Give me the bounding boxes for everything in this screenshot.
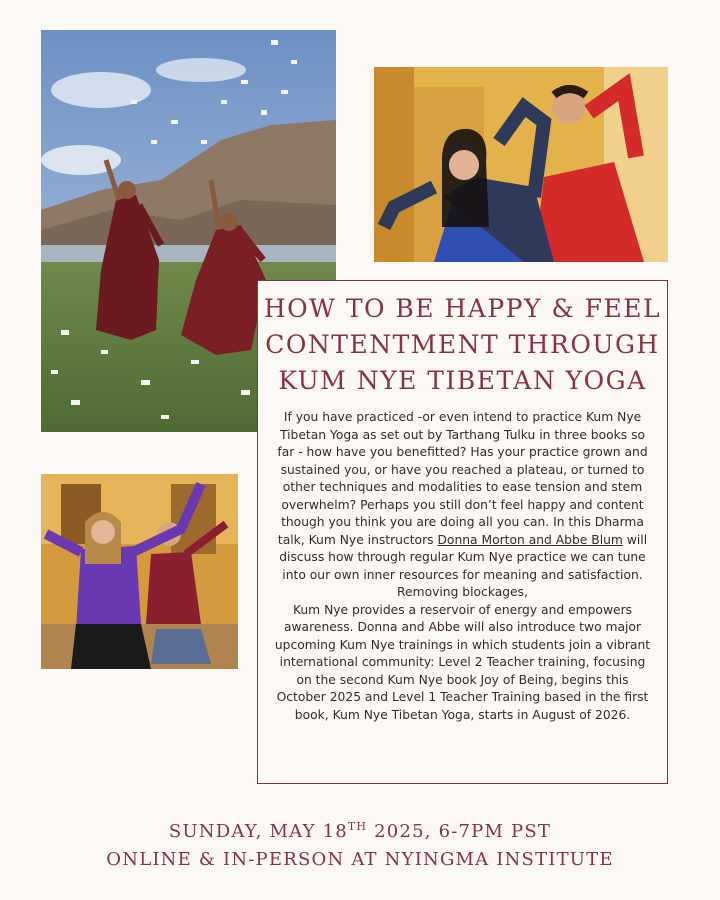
event-info-card	[257, 280, 668, 784]
instructors-link[interactable]: Donna Morton and Abbe Blum	[437, 532, 623, 547]
event-date-suffix: 2025, 6-7PM PST	[367, 821, 552, 842]
event-date-ordinal: TH	[347, 820, 368, 833]
event-date-time	[0, 820, 720, 842]
title-line-2: CONTENTMENT THROUGH	[265, 330, 660, 359]
event-date-prefix: SUNDAY, MAY 18	[168, 821, 348, 842]
event-title	[258, 291, 667, 399]
description-part-2: will discuss how through regular Kum Nye practice we can tune into our own inner resources for meaning and satisfaction. Removing blockages,	[279, 532, 648, 599]
title-line-1: HOW TO BE HAPPY & FEEL	[263, 294, 662, 323]
description-part-1: If you have practiced -or even intend to practice Kum Nye Tibetan Yoga as set out by Tarthang Tulku in three books so far - how have you benefitted? Has your practice grown and sustained you, or have you reached a plateau, or turned to other techniques and modalities to ease tension and stem overwhelm? Perhaps you still don’t feel happy and content though you think you are doing all you can. In this Dharma talk, Kum Nye instructors	[277, 410, 648, 547]
event-location: ONLINE & IN-PERSON AT NYINGMA INSTITUTE	[106, 849, 614, 870]
title-line-3: KUM NYE TIBETAN YOGA	[278, 366, 647, 395]
description-part-3: Kum Nye provides a reservoir of energy and empowers awareness. Donna and Abbe will also introduce two major upcoming Kum Nye trainings in which students join a vibrant international community: Level 2 Teacher training, focusing on the second Kum Nye book Joy of Being, begins this October 2025 and Level 1 Teacher Training based in the first book, Kum Nye Tibetan Yoga, starts in August of 2026.	[274, 602, 651, 722]
photo-couple-stretching	[374, 67, 668, 262]
event-description	[272, 409, 653, 724]
photo-teachers-yoga	[41, 474, 238, 669]
